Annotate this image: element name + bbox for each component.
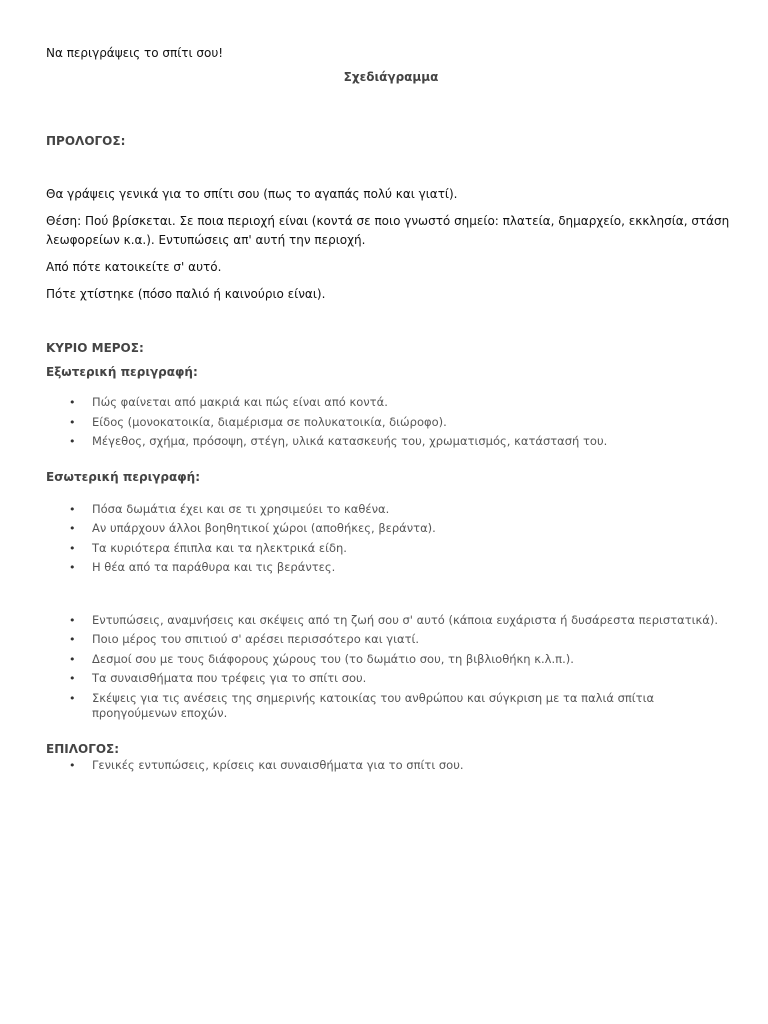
prologue-paragraph: Από πότε κατοικείτε σ' αυτό. (46, 260, 222, 274)
list-item-text: Τα συναισθήματα που τρέφεις για το σπίτι σου. (92, 671, 367, 685)
list-item-text: Ποιο μέρος του σπιτιού σ' αρέσει περισσότερο και γιατί. (92, 632, 420, 646)
document-body (46, 44, 736, 777)
list-item-text: Δεσμοί σου με τους διάφορους χώρους του (το δωμάτιο σου, τη βιβλιοθήκη κ.λ.π.). (92, 651, 574, 666)
exterior-list (46, 395, 736, 450)
list-item-text: Πόσα δωμάτια έχει και σε τι χρησιμεύει το καθένα. (92, 501, 390, 516)
list-item (46, 560, 736, 576)
list-item (46, 613, 736, 629)
list-item (46, 671, 736, 687)
bullet-icon: • (69, 758, 76, 772)
list-item (46, 415, 736, 431)
prologue-paragraph: Πότε χτίστηκε (πόσο παλιό ή καινούριο είναι). (46, 287, 326, 301)
list-item (46, 652, 736, 668)
exterior-heading: Εξωτερική περιγραφή: (46, 365, 198, 379)
list-item (46, 691, 736, 722)
feelings-list (46, 613, 736, 722)
bullet-icon: • (69, 672, 76, 685)
list-item (46, 758, 736, 774)
prologue-heading: ΠΡΟΛΟΓΟΣ: (46, 134, 126, 148)
list-item-text: Εντυπώσεις, αναμνήσεις και σκέψεις από τη ζωή σου σ' αυτό (κάποια ευχάριστα ή δυσάρεστα περιστατικά). (92, 612, 719, 627)
bullet-icon: • (69, 502, 76, 516)
main-heading: ΚΥΡΙΟ ΜΕΡΟΣ: (46, 341, 144, 355)
list-item-text: Γενικές εντυπώσεις, κρίσεις και συναισθήματα για το σπίτι σου. (92, 757, 464, 772)
list-item (46, 521, 736, 537)
list-item (46, 434, 736, 450)
bullet-icon: • (69, 691, 76, 705)
bullet-icon: • (69, 415, 76, 429)
bullet-icon: • (69, 541, 76, 555)
bullet-icon: • (69, 396, 76, 409)
list-item-text: Τα κυριότερα έπιπλα και τα ηλεκτρικά είδη. (92, 540, 347, 555)
bullet-icon: • (69, 435, 76, 448)
list-item (46, 502, 736, 518)
prologue-paragraph: Θα γράψεις γενικά για το σπίτι σου (πως το αγαπάς πολύ και γιατί). (46, 187, 458, 201)
prologue-paragraph: Θέση: Πού βρίσκεται. Σε ποια περιοχή είναι (κοντά σε ποιο γνωστό σημείο: πλατεία, δημαρχείο, εκκλησία, στάση λεωφορείων κ.α.). Εντυπώσεις απ' αυτή την περιοχή. (46, 214, 730, 247)
bullet-icon: • (69, 652, 76, 666)
list-item-text: Πώς φαίνεται από μακριά και πώς είναι από κοντά. (92, 395, 388, 409)
list-item (46, 395, 736, 411)
list-item-text: Αν υπάρχουν άλλοι βοηθητικοί χώροι (αποθήκες, βεράντα). (92, 521, 436, 535)
epilogue-list (46, 758, 736, 774)
intro-line: Να περιγράψεις το σπίτι σου! (46, 46, 224, 60)
epilogue-heading: ΕΠΙΛΟΓΟΣ: (46, 741, 120, 756)
interior-list (46, 502, 736, 576)
list-item-text: Η θέα από τα παράθυρα και τις βεράντες. (92, 560, 336, 574)
list-item-text: Μέγεθος, σχήμα, πρόσοψη, στέγη, υλικά κατασκευής του, χρωματισμός, κατάστασή του. (92, 434, 608, 448)
interior-heading: Εσωτερική περιγραφή: (46, 469, 200, 484)
bullet-icon: • (69, 613, 76, 627)
list-item (46, 632, 736, 648)
list-item (46, 541, 736, 557)
bullet-icon: • (69, 561, 76, 574)
list-item-text: Είδος (μονοκατοικία, διαμέρισμα σε πολυκατοικία, διώροφο). (92, 414, 447, 429)
bullet-icon: • (69, 633, 76, 646)
bullet-icon: • (69, 522, 76, 535)
document-title: Σχεδιάγραμμα (343, 70, 439, 84)
list-item-text: Σκέψεις για τις ανέσεις της σημερινής κατοικίας του ανθρώπου και σύγκριση με τα παλιά σπίτια προηγούμενων εποχών. (92, 690, 655, 720)
